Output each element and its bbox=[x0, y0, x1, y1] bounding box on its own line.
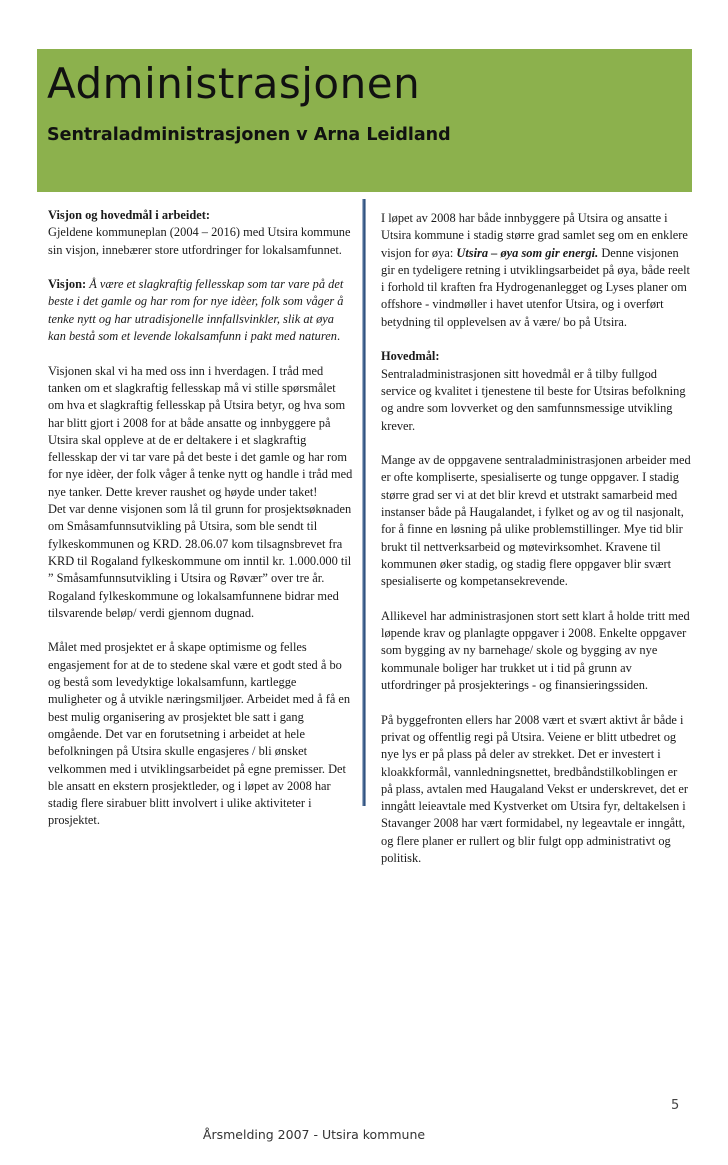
left-section-1 bbox=[48, 207, 353, 259]
paragraph-oppgaver: Mange av de oppgavene sentraladministrasjonen arbeider med er ofte kompliserte, spesialiserte og tunge oppgaver. I stadig større grad ser vi at det blir krevd et utstrakt samarbeid med instanser både på Haugalandet, i fylket og av og til nasjonalt, for å finne en løsning på ulike problemstillinger. Mye tid blir brukt til nettverksarbeid og møtevirksomhet. Kravene til kommunen øker stadig, og stadig flere oppgaver blir svært spesialiserte og kompetansekrevende. bbox=[381, 453, 691, 589]
right-section-intro bbox=[381, 210, 691, 331]
right-section-hovedmal bbox=[381, 348, 691, 434]
paragraph-intro-a: I løpet av 2008 har både innbyggere på Utsira og ansatte i Utsira kommune i stadig større grad samlet seg om en enklere visjon for øya: bbox=[381, 211, 688, 260]
paragraph-hovedmal: Sentraladministrasjonen sitt hovedmål er å tilby fullgod service og kvalitet i tjenestene til beste for Utsiras befolkning og andre som lovverket og den samfunnsmessige utvikling krever. bbox=[381, 366, 686, 433]
page-number: 5 bbox=[671, 1098, 680, 1113]
paragraph-intro-b: Denne visjonen gir en tydeligere retning i utviklingsarbeidet på øya, både reelt i forhold til kraften fra Hydrogenanlegget og Lyses planer om offshore - vindmøller i havet utenfor Utsira, og i overført betydning til opplevelsen av å være/ bo på Utsira. bbox=[381, 245, 690, 329]
left-column bbox=[48, 207, 353, 847]
column-divider bbox=[362, 199, 366, 806]
paragraph-byggefronten: På byggefronten ellers har 2008 vært et svært aktivt år både i privat og offentlig regi på Utsira. Veiene er blitt utbedret og nye lys er på plass på deler av strekket. Det er investert i kloakkformål, vannledningsnettet, bredbåndstilkoblingen er på plass, avtalen med Haugaland Vekst er underskrevet, det er inngått leieavtale med Kystverket om Utsira fyr, deltakelsen i Stavanger 2008 har vært formidabel, ny legeavtale er inngått, og flere planer er rullert og blir fulgt opp administrativt og politisk. bbox=[381, 712, 689, 865]
utsira-vision-phrase: Utsira – øya som gir energi. bbox=[456, 245, 599, 260]
footer-text: Årsmelding 2007 - Utsira kommune bbox=[202, 1127, 426, 1142]
page-title: Administrasjonen bbox=[47, 59, 421, 108]
page-subtitle: Sentraladministrasjonen v Arna Leidland bbox=[47, 125, 451, 145]
right-column bbox=[381, 210, 691, 885]
paragraph-allikevel: Allikevel har administrasjonen stort sett klart å holde tritt med løpende krav og planlagte oppgaver i 2008. Enkelte oppgaver som bygging av ny barnehage/ skole og bygging av nye kommunale boliger har trukket ut i tid på grunn av utfordringer på prosjekterings - og finansieringssiden. bbox=[381, 608, 690, 693]
visjon-label: Visjon: bbox=[48, 277, 87, 292]
section-heading-visjon-hovedmal: Visjon og hovedmål i arbeidet: bbox=[48, 208, 210, 222]
paragraph-prosjektsoknad: Det var denne visjonen som lå til grunn for prosjektsøknaden om Småsamfunnsutvikling på Utsira, som ble sendt til fylkeskommunen og KRD. 28.06.07 kom tilsagnsbrevet fra KRD til Rogaland fylkeskommune om inntil kr. 1.000.000 til ” Småsamfunnsutvikling i Utsira og Røvær” over tre år. Rogaland fylkeskommune og lokalsamfunnene bidrar med tilsvarende beløp/ verdi gjennom dugnad. bbox=[48, 502, 352, 620]
paragraph-kommuneplan: Gjeldene kommuneplan (2004 – 2016) med Utsira kommune sin visjon, innebærer store utfordringer for lokalsamfunnet. bbox=[48, 225, 351, 257]
header-banner bbox=[37, 49, 692, 192]
section-heading-hovedmal: Hovedmål: bbox=[381, 349, 440, 364]
visjon-end: . bbox=[336, 329, 341, 344]
paragraph-hverdagen: Visjonen skal vi ha med oss inn i hverdagen. I tråd med tanken om et slagkraftig fellesskap må vi stille spørsmålet om hva et slagkraftig fellesskap på Utsira betyr, og hva som har blitt gjort i 2008 for at både ansatte og innbyggere på Utsira skal oppleve at de er deltakere i et slagkraftig fellesskap der vi tar vare på det beste i det gamle og har rom for nye idèer, der folk våger å tenke nytt og handle i tråd med nye tanker. Dette krever raushet og høyde under taket! bbox=[48, 363, 353, 499]
left-section-hverdagen bbox=[48, 363, 353, 622]
visjon-text: Å være et slagkraftig fellesskap som tar vare på det beste i det gamle og har rom for nye idèer, folk som våger å tenke nytt og har utradisjonelle innfallsvinkler, slik at øya kan bestå som et levende lokalsamfunn i pakt med naturen bbox=[48, 277, 344, 344]
page-footer bbox=[0, 1127, 728, 1142]
paragraph-malet: Målet med prosjektet er å skape optimisme og felles engasjement for at de to stedene skal være et godt sted å bo og bestå som levedyktige lokalsamfunn, kartlegge muligheter og å utvikle næringsmiljøer. Arbeidet med å få en best mulig organisering av prosjektet ble satt i gang omgående. Det var en forutsetning i arbeidet at hele befolkningen på Utsira skulle engasjeres / bli ønsket velkommen med i utviklingsarbeidet på egne premisser. Det ble ansatt en ekstern prosjektleder, og i løpet av 2008 har stadig flere sirabuer blitt involvert i ulike aktiviteter i prosjektet. bbox=[48, 640, 351, 828]
left-section-visjon bbox=[48, 276, 353, 345]
